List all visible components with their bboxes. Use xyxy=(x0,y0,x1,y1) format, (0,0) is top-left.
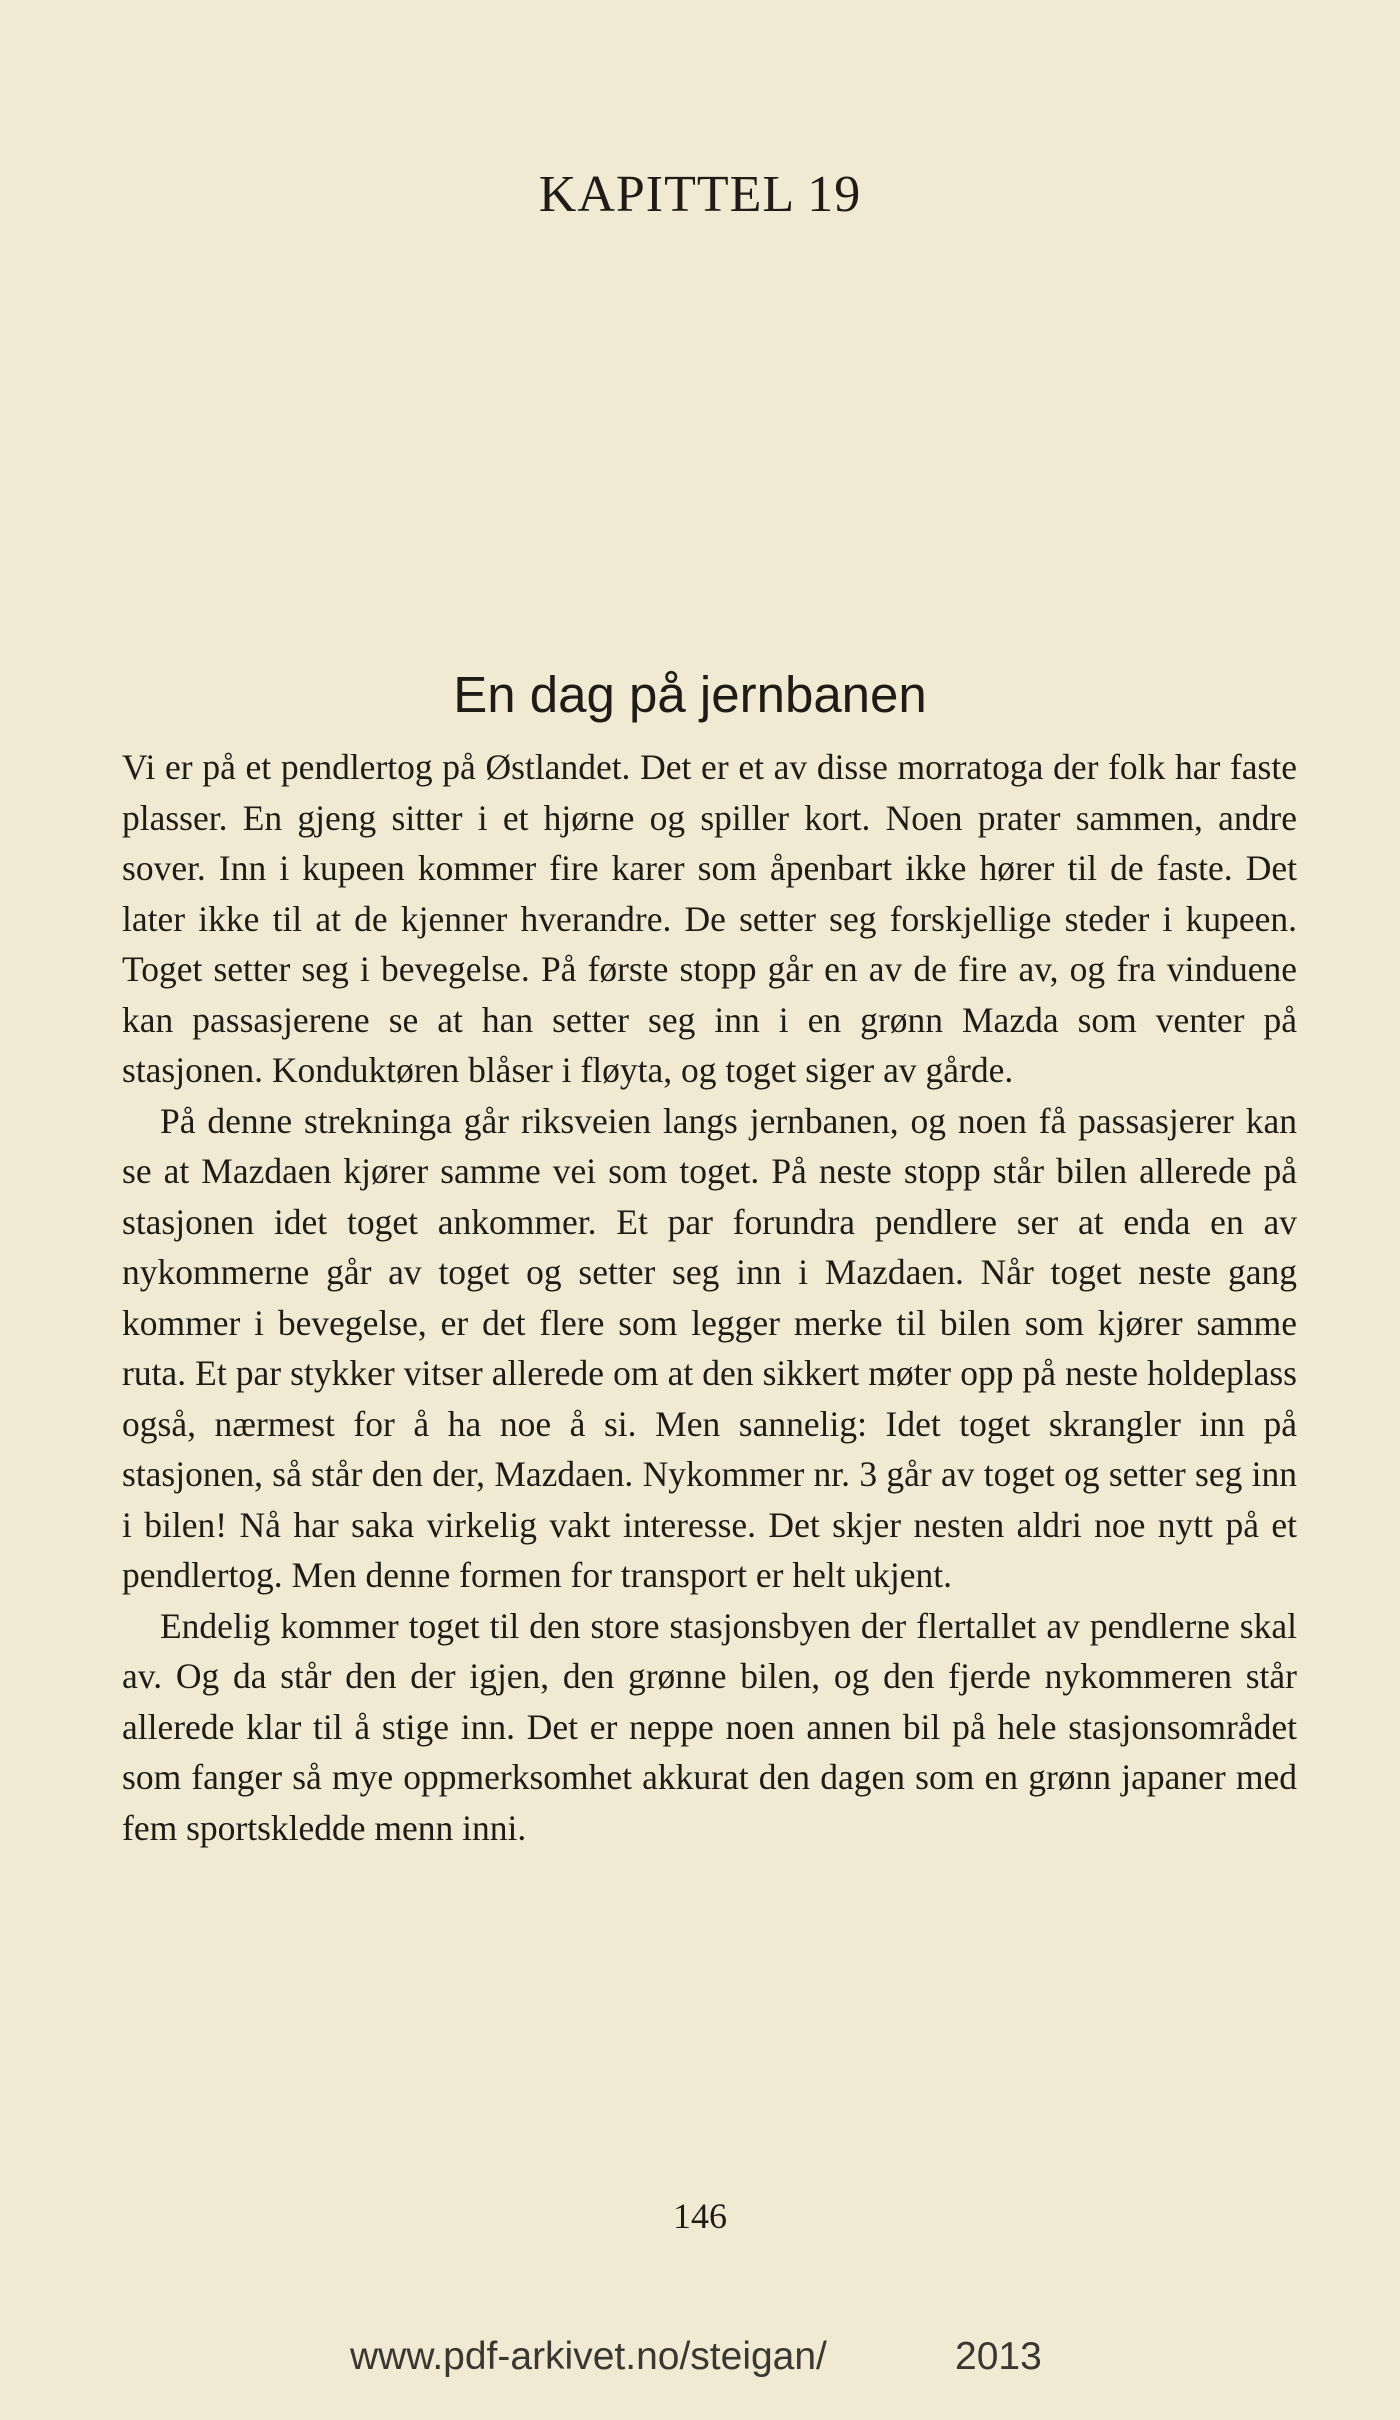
paragraph: Vi er på et pendlertog på Østlandet. Det er et av disse morratoga der folk har faste plasser. En gjeng sitter i et hjørne og spiller kort. Noen prater sammen, andre sover. Inn i kupeen kommer fire karer som åpenbart ikke hører til de faste. Det later ikke til at de kjenner hverandre. De setter seg forskjellige steder i kupeen. Toget setter seg i bevegelse. På første stopp går en av de fire av, og fra vinduene kan passasjerene se at han setter seg inn i en grønn Mazda som venter på stasjonen. Konduktøren blåser i fløyta, og toget siger av gårde. xyxy=(122,747,1297,1090)
paragraph: På denne strekninga går riksveien langs jernbanen, og noen få passasjerer kan se at Mazdaen kjører samme vei som toget. På neste stopp står bilen allerede på stasjonen idet toget ankommer. Et par forundra pendlere ser at enda en av nykommerne går av toget og setter seg inn i Mazdaen. Når toget neste gang kommer i bevegelse, er det flere som legger merke til bilen som kjører samme ruta. Et par stykker vitser allerede om at den sikkert møter opp på neste holdeplass også, nærmest for å ha noe å si. Men sannelig: Idet toget skrangler inn på stasjonen, så står den der, Mazdaen. Nykommer nr. 3 går av toget og setter seg inn i bilen! Nå har saka virkelig vakt interesse. Det skjer nesten aldri noe nytt på et pendlertog. Men denne formen for transport er helt ukjent. xyxy=(122,1100,1297,1595)
chapter-heading: KAPITTEL 19 xyxy=(538,166,862,223)
footer-year: 2013 xyxy=(955,2335,1042,2378)
footer-url: www.pdf-arkivet.no/steigan/ xyxy=(350,2335,827,2378)
section-title: En dag på jernbanen xyxy=(453,666,927,723)
body-text xyxy=(122,742,1297,1853)
paragraph: Endelig kommer toget til den store stasjonsbyen der flertallet av pendlerne skal av. Og da står den der igjen, den grønne bilen, og den fjerde nykommeren står allerede klar til å stige inn. Det er neppe noen annen bil på hele stasjonsområdet som fanger så mye oppmerksomhet akkurat den dagen som en grønn japaner med fem sportskledde menn inni. xyxy=(122,1605,1297,1848)
page-number: 146 xyxy=(673,2196,727,2236)
